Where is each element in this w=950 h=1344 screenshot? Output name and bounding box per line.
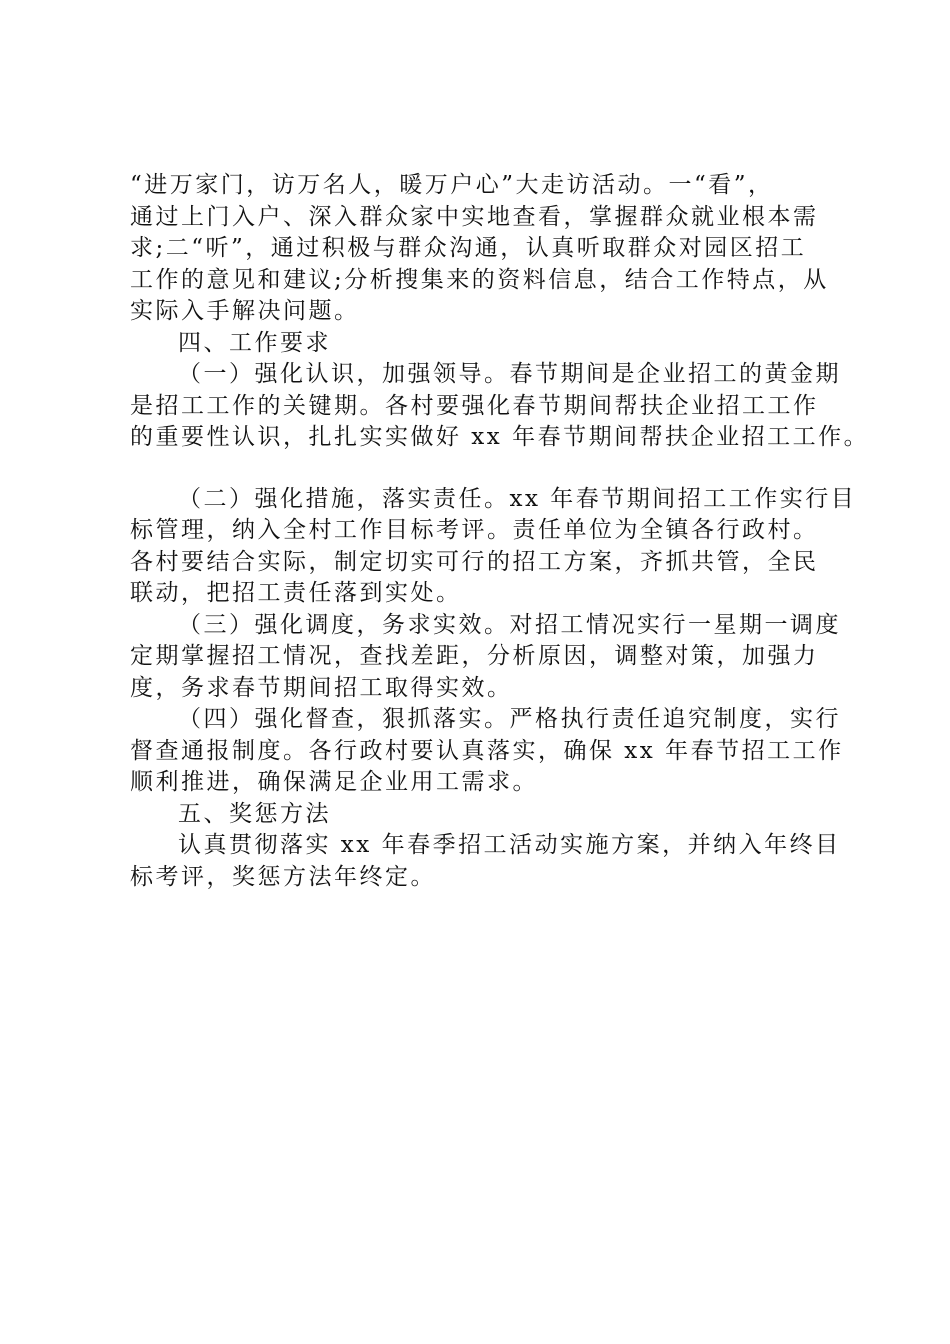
body-line: 度，务求春节期间招工取得实效。: [130, 674, 513, 701]
body-line: 联动，把招工责任落到实处。: [130, 580, 462, 606]
body-line: 通过上门入户、深入群众家中实地查看，掌握群众就业根本需: [130, 203, 819, 230]
body-line: 的重要性认识，扎扎实实做好 xx 年春节期间帮扶企业招工工作。: [130, 424, 870, 450]
body-line: 督查通报制度。各行政村要认真落实，确保 xx 年春节招工工作: [130, 737, 844, 764]
body-line: （一）强化认识，加强领导。春节期间是企业招工的黄金期: [178, 361, 841, 387]
body-line: 各村要结合实际，制定切实可行的招工方案，齐抓共管，全民: [130, 548, 819, 575]
body-line: “进万家门，访万名人，暖万户心”大走访活动。一“看”，: [130, 172, 774, 198]
body-line: 工作的意见和建议;分析搜集来的资料信息，结合工作特点，从: [130, 266, 829, 293]
section-heading-4: 四、工作要求: [178, 329, 331, 356]
body-line: （三）强化调度，务求实效。对招工情况实行一星期一调度: [178, 611, 841, 638]
body-line: 求;二“听”，通过积极与群众沟通，认真听取群众对园区招工: [130, 235, 807, 261]
body-line: 定期掌握招工情况，查找差距，分析原因，调整对策，加强力: [130, 643, 819, 669]
body-line: 标管理，纳入全村工作目标考评。责任单位为全镇各行政村。: [130, 517, 819, 543]
document-body: [130, 170, 870, 893]
body-line: （四）强化督查，狠抓落实。严格执行责任追究制度，实行: [178, 706, 841, 732]
body-line: （二）强化措施，落实责任。xx 年春节期间招工工作实行目: [178, 485, 857, 512]
body-line: 标考评，奖惩方法年终定。: [130, 863, 436, 890]
body-line: 是招工工作的关键期。各村要强化春节期间帮扶企业招工工作: [130, 392, 819, 419]
paragraph-gap: [130, 454, 850, 484]
body-line: 实际入手解决问题。: [130, 298, 360, 324]
body-line: 认真贯彻落实 xx 年春季招工活动实施方案，并纳入年终目: [178, 832, 841, 858]
body-line: 顺利推进，确保满足企业用工需求。: [130, 769, 538, 795]
section-heading-5: 五、奖惩方法: [178, 800, 331, 827]
